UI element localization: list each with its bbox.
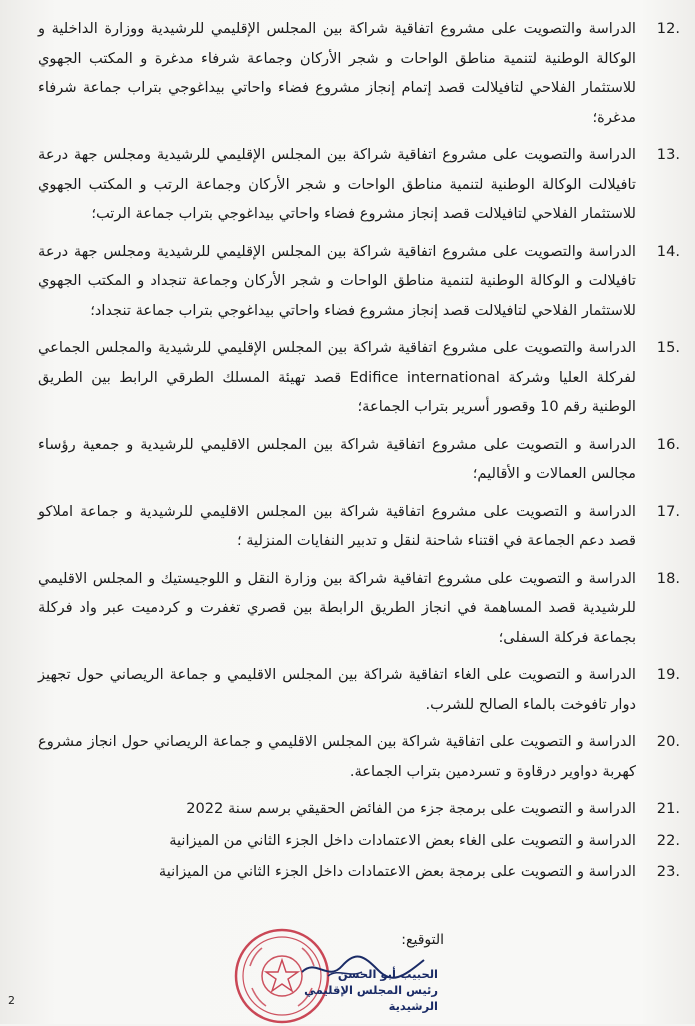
item-number: 13. (656, 146, 680, 163)
item-number: 15. (656, 339, 680, 356)
agenda-item (38, 237, 680, 326)
item-text: الدراسة و التصويت على مشروع اتفاقية شراكة بين المجلس الاقليمي للرشيدية و جمعية رؤساء مجالس العمالات و الأقاليم؛ (38, 435, 636, 482)
item-text: الدراسة والتصويت على مشروع اتفاقية شراكة بين المجلس الإقليمي للرشيدية والمجلس الجماعي لفركلة العليا وشركة Edifice international قصد تهيئة المسلك الطرقي الرابط بين الطريق الوطنية رقم 10 وقصور أسرير بتراب الجماعة؛ (38, 339, 636, 415)
item-number: 19. (656, 666, 680, 683)
agenda-item (38, 430, 680, 489)
item-text: الدراسة و التصويت على برمجة جزء من الفائض الحقيقي برسم سنة 2022 (186, 800, 636, 817)
agenda-item (38, 14, 680, 132)
signatory-place: الرشيدية (388, 999, 438, 1013)
item-text: الدراسة و التصويت على الغاء اتفاقية شراكة بين المجلس الاقليمي و جماعة الريصاني حول تجهيز دوار تافوخت بالماء الصالح للشرب. (38, 666, 636, 713)
signatory-name: الحبيب أبو الحسن (337, 967, 438, 981)
agenda-item (38, 857, 680, 887)
item-text: الدراسة والتصويت على مشروع اتفاقية شراكة بين المجلس الإقليمي للرشيدية ومجلس جهة درعة تافيلالت الوكالة الوطنية لتنمية مناطق الواحات و شجر الأركان وجماعة الرتب و المكتب الجهوي للاستثمار الفلاحي لتافيلالت قصد إنجاز مشروع فضاء واحاتي بيداغوجي بتراب جماعة الرتب؛ (38, 146, 636, 222)
item-number: 12. (656, 20, 680, 37)
item-text: الدراسة و التصويت على مشروع اتفاقية شراكة بين وزارة النقل و اللوجيستيك و المجلس الاقليمي للرشيدية قصد المساهمة في انجاز الطريق الرابطة بين قصري تغفرت و كردميت عبر واد فركلة بجماعة فركلة السفلى؛ (38, 569, 636, 646)
agenda-item (38, 564, 680, 653)
item-text: الدراسة و التصويت على برمجة بعض الاعتمادات داخل الجزء الثاني من الميزانية (158, 863, 636, 880)
signatory-details (288, 966, 438, 1014)
item-number: 22. (656, 831, 680, 849)
agenda-item (38, 497, 680, 556)
agenda-list (38, 14, 680, 889)
agenda-item (38, 727, 680, 786)
item-number: 23. (656, 863, 680, 880)
item-number: 18. (656, 569, 680, 587)
item-text: الدراسة و التصويت على مشروع اتفاقية شراكة بين المجلس الاقليمي للرشيدية و جماعة املاكو قصد دعم الجماعة في اقتناء شاحنة لنقل و تدبير النفايات المنزلية ؛ (38, 502, 636, 549)
item-number: 20. (656, 733, 680, 750)
signature-label: التوقيع: (401, 932, 444, 948)
page-number: 2 (8, 994, 15, 1007)
agenda-item (38, 794, 680, 824)
agenda-item (38, 140, 680, 229)
item-text: الدراسة والتصويت على مشروع اتفاقية شراكة بين المجلس الإقليمي للرشيدية ومجلس جهة درعة تافيلالت و الوكالة الوطنية لتنمية مناطق الواحات و شجر الأركان وجماعة تنجداد و المكتب الجهوي للاستثمار الفلاحي لتافيلالت قصد إنجاز مشروع فضاء واحاتي بيداغوجي بتراب جماعة تنجداد؛ (38, 242, 636, 319)
item-number: 17. (656, 502, 680, 520)
item-number: 21. (656, 800, 680, 817)
agenda-item (38, 333, 680, 422)
item-text: الدراسة و التصويت على اتفاقية شراكة بين المجلس الاقليمي و جماعة الريصاني حول انجاز مشروع كهربة دواوير درقاوة و تسردمين بتراب الجماعة. (38, 733, 636, 780)
agenda-item (38, 826, 680, 856)
agenda-item (38, 660, 680, 719)
item-number: 16. (656, 435, 680, 453)
item-text: الدراسة و التصويت على الغاء بعض الاعتمادات داخل الجزء الثاني من الميزانية (169, 831, 636, 849)
signatory-role: رئيس المجلس الإقليمي (304, 983, 438, 997)
item-number: 14. (656, 242, 680, 260)
item-text: الدراسة والتصويت على مشروع اتفاقية شراكة بين المجلس الإقليمي للرشيدية ووزارة الداخلية و الوكالة الوطنية لتنمية مناطق الواحات و شجر الأركان وجماعة شرفاء مدغرة و المكتب الجهوي للاستثمار الفلاحي لتافيلالت قصد إتمام إنجاز مشروع فضاء واحاتي بيداغوجي بتراب جماعة شرفاء مدغرة؛ (38, 20, 636, 126)
signature-block (228, 926, 448, 1024)
